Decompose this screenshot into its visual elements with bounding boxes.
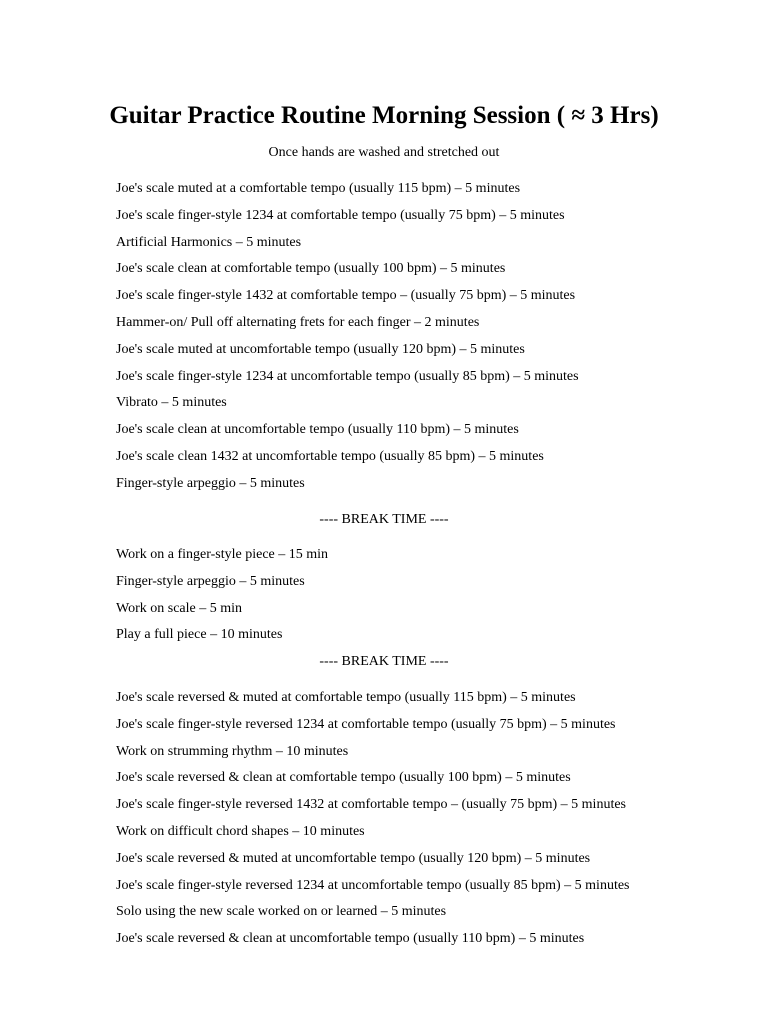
practice-item: Joe's scale finger-style 1234 at uncomfortable tempo (usually 85 bpm) – 5 minutes [116,368,579,384]
break-time-divider: ---- BREAK TIME ---- [319,512,449,527]
document-subtitle: Once hands are washed and stretched out [268,145,500,160]
practice-item: Play a full piece – 10 minutes [116,627,283,643]
practice-item: Work on difficult chord shapes – 10 minutes [116,823,365,839]
practice-list-section-2 [116,546,736,653]
practice-item: Joe's scale finger-style 1432 at comfortable tempo – (usually 75 bpm) – 5 minutes [116,288,576,304]
practice-item: Joe's scale reversed & clean at uncomfortable tempo (usually 110 bpm) – 5 minutes [116,931,585,947]
practice-item: Work on scale – 5 min [116,600,243,616]
practice-item: Work on strumming rhythm – 10 minutes [116,743,349,759]
practice-item: Finger-style arpeggio – 5 minutes [116,573,305,589]
practice-item: Joe's scale clean at comfortable tempo (usually 100 bpm) – 5 minutes [116,261,506,277]
practice-item: Joe's scale muted at a comfortable tempo (usually 115 bpm) – 5 minutes [116,181,521,196]
practice-list-section-3 [116,689,736,957]
practice-item: Joe's scale clean at uncomfortable tempo (usually 110 bpm) – 5 minutes [116,422,519,438]
practice-item: Work on a finger-style piece – 15 min [116,547,329,562]
document-title: Guitar Practice Routine Morning Session ( ≈ 3 Hrs) [109,102,659,129]
practice-item: Joe's scale finger-style reversed 1234 at uncomfortable tempo (usually 85 bpm) – 5 minutes [116,877,630,893]
practice-item: Joe's scale finger-style reversed 1234 at comfortable tempo (usually 75 bpm) – 5 minutes [116,716,616,732]
practice-item: Joe's scale muted at uncomfortable tempo (usually 120 bpm) – 5 minutes [116,341,525,357]
practice-list-section-1 [116,180,736,502]
practice-item: Solo using the new scale worked on or learned – 5 minutes [116,904,447,920]
practice-item: Joe's scale finger-style 1234 at comfortable tempo (usually 75 bpm) – 5 minutes [116,207,565,223]
break-time-divider: ---- BREAK TIME ---- [319,654,449,669]
practice-item: Joe's scale clean 1432 at uncomfortable tempo (usually 85 bpm) – 5 minutes [116,448,544,464]
practice-item: Finger-style arpeggio – 5 minutes [116,475,305,491]
practice-item: Hammer-on/ Pull off alternating frets for each finger – 2 minutes [116,314,480,330]
practice-item: Joe's scale finger-style reversed 1432 at comfortable tempo – (usually 75 bpm) – 5 minutes [116,797,626,813]
practice-item: Vibrato – 5 minutes [116,395,227,411]
practice-item: Joe's scale reversed & muted at comfortable tempo (usually 115 bpm) – 5 minutes [116,690,576,705]
practice-item: Artificial Harmonics – 5 minutes [116,234,302,250]
practice-item: Joe's scale reversed & muted at uncomfortable tempo (usually 120 bpm) – 5 minutes [116,850,591,866]
practice-item: Joe's scale reversed & clean at comfortable tempo (usually 100 bpm) – 5 minutes [116,770,571,786]
